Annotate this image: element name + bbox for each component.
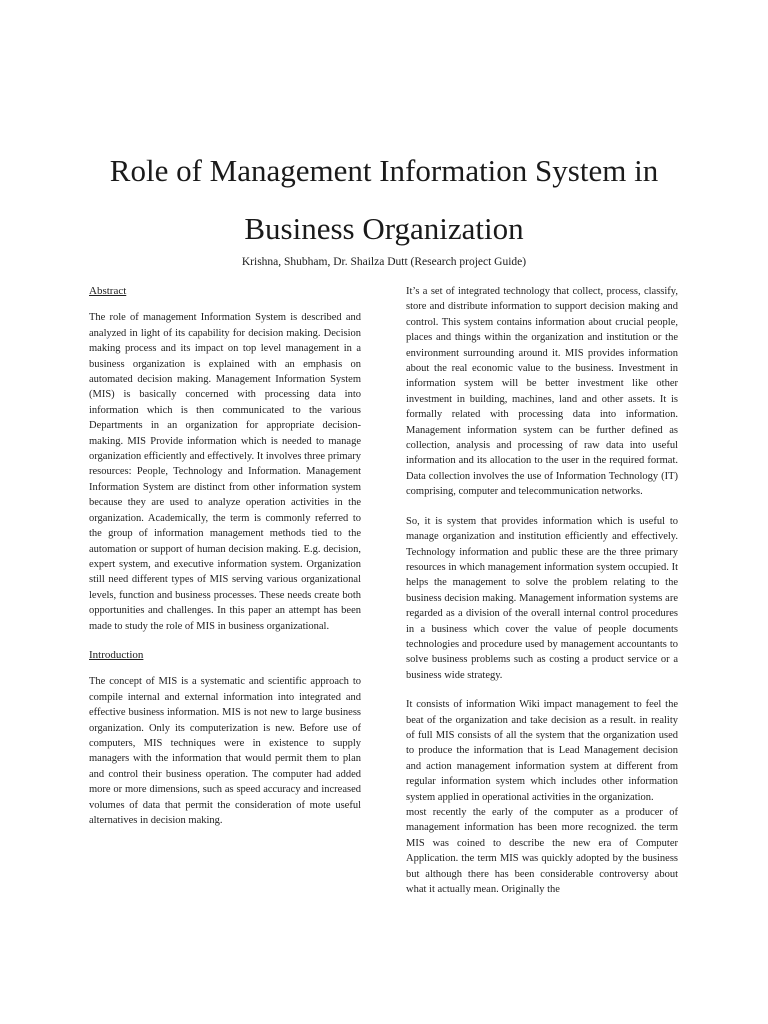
title-line-1: Role of Management Information System in: [109, 153, 659, 188]
paper-title: [40, 142, 728, 258]
body-paragraph-2: So, it is system that provides information which is useful to manage organization and institution efficiently and effectively. Technology information and public these are the three primary resources in which management information system occupied. It helps the management to solve the problem relating to the business decision making. Management information systems are regarded as a division of the overall internal control procedures in a business which cover the value of people documents technologies and procedure used by management accountants to solve business problems such as costing a product service or a business wide strategy.: [406, 515, 678, 681]
abstract-text: The role of management Information System is described and analyzed in light of its capability for decision making. Decision making process and its impact on top level management in a business organization is explained with an emphasis on automated decision making. Management Information System (MIS) is basically concerned with processing data into information which is then communicated to the various Departments in an organization for appropriate decision-making. MIS Provide information which is needed to manage organization efficiently and effectively. It involves three primary resources: People, Technology and Information. Management Information System are distinct from other information system because they are used to analyze operation activities in the organization. Academically, the term is commonly referred to the group of information management methods tied to the automation or support of human decision making. E.g. decision, expert system, and executive information system. Organization still need different types of MIS serving various organizational levels, function and business processes. These needs create both opportunities and challenges. In this paper an attempt has been made to study the role of MIS in business organizational.: [89, 312, 361, 632]
title-line-2: Business Organization: [244, 211, 524, 246]
introduction-heading: Introduction: [89, 648, 144, 661]
left-column: [89, 284, 361, 842]
body-paragraph-1: It’s a set of integrated technology that collect, process, classify, store and distribute information to support decision making and control. This system contains information about crucial people, places and things within the organization and institution or the environment surrounding around it. MIS provides information about the real economic value to the business. Investment in information system will be better investment like other investment in building, machines, land and other assets. It is formally related with processing data into information. Management information system can be further defined as collection, analysis and processing of raw data into useful information and its allocation to the user in the required format. Data collection involves the use of Information Technology (IT) comprising, computer and telecommunication networks.: [406, 286, 678, 498]
right-column: [406, 284, 678, 897]
author-line: Krishna, Shubham, Dr. Shailza Dutt (Research project Guide): [241, 256, 527, 268]
abstract-heading: Abstract: [89, 285, 127, 297]
introduction-text: The concept of MIS is a systematic and scientific approach to compile internal and external information into integrated and effective business information. MIS is not new to large business organization. Only its computerization is new. Before use of computers, MIS techniques were in existence to supply managers with the information that would permit them to plan and control their business operation. The computer had added more or more dimensions, such as speed accuracy and increased volumes of data that permit the consideration of mote useful alternatives in decision making.: [89, 676, 361, 826]
body-paragraph-3: It consists of information Wiki impact management to feel the beat of the organization and take decision as a result. in reality of full MIS consists of all the system that the organization used to produce the information that is Lead Management decision and action management information system at different from regular information system which includes other information system applied in operational activities in the organization.: [406, 699, 678, 803]
body-paragraph-4: most recently the early of the computer as a producer of management information has been more recognized. the term MIS was coined to describe the new era of Computer Application. the term MIS was quickly adopted by the business but although there has been considerable controversy about what it actually mean. Originally the: [406, 807, 678, 896]
